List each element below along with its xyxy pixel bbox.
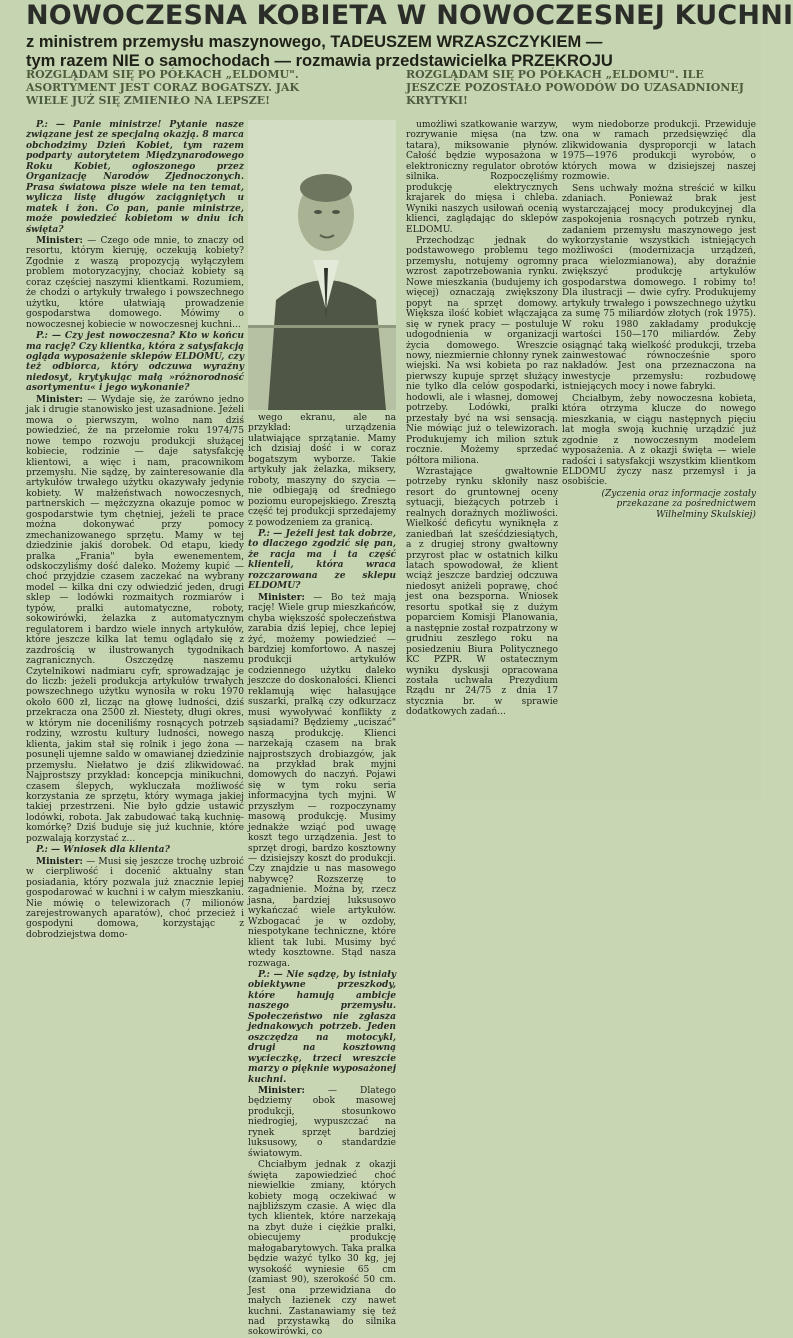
paragraph: Wzrastające gwałtownie potrzeby rynku skłoniły nasz resort do gruntownej oceny sytuacji, bieżących potrzeb i realnych doraźnych możliwości. Wielkość deficytu wyniknęła z zaniedbań lat sześćdziesiątych, a z drugiej strony gwałtowny przyrost płac w ostatnich kilku latach spowodował, że klient wciąż jeszcze bardziej odczuwa niedosyt aniżeli poprawę, choć jest ona bezsporna. Wniosek resortu spotkał się z dużym poparciem Komisji Planowania, a następnie został rozpatrzony w grudniu zeszłego roku na posiedzeniu Biura Politycznego KC PZPR. W ostatecznym wyniku dyskusji opracowana została uchwała Prezydium Rządu nr 24/75 z dnia 17 stycznia br. w sprawie dodatkowych zadań... <box>406 466 558 718</box>
portrait-illustration <box>248 120 396 410</box>
lead-left: ROZGLĄDAM SIĘ PO PÓŁKACH „ELDOMU". ASORTYMENT JEST CORAZ BOGATSZY. JAK WIELE JUŻ SIĘ ZMIENIŁO NA LEPSZE! <box>26 68 300 107</box>
paragraph: Sens uchwały można streścić w kilku zdaniach. Ponieważ brak jest wystarczającej mocy produkcyjnej dla zaspokojenia rosnących potrzeb rynku, zadaniem przemysłu maszynowego jest wykorzystanie wszystkich istniejących możliwości (modernizacja urządzeń, praca wielozmianowa), aby doraźnie zwiększyć produkcję artykułów gospodarstwa domowego. I robimy to! Dla ilustracji — dwie cyfry. Produkujemy artykuły trwałego i powszechnego użytku za sumę 75 miliardów złotych (rok 1975). W roku 1980 zakładamy produkcję wartości 150—170 miliardów. Żeby osiągnąć taką wielkość produkcji, trzeba zainwestować równocześnie sporo nakładów. Jest ona przeznaczona na inwestycje przemysłu: rozbudowę istniejących mocy i nowe fabryki. <box>562 183 756 393</box>
speaker-text: — Musi się jeszcze trochę uzbroić w cierpliwość i docenić aktualny stan posiadania, który pozwala już znacznie lepiej gospodarować w kuchni i w całym mieszkaniu. Nie mówię o telewizorach (7 milionów zarejestrowanych aparatów), choć przecież i gospodyni domowa, korzystając z dobrodziejstwa domo- <box>26 856 244 940</box>
paragraph: Przechodząc jednak do podstawowego problemu tego przemysłu, notujemy ogromny wzrost zapotrzebowania rynku. Nowe mieszkania (budujemy ich więcej) oznaczają zwiększony popyt na sprzęt domowy. Większa ilość kobiet włączająca się w rynek pracy — postuluje udogodnienia w organizacji życia domowego. Wreszcie nowy, niezmiernie chłonny rynek wiejski. Na wsi kobieta po raz pierwszy kupuje sprzęt służący nie tylko dla celów gospodarki, hodowli, ale i własnej, domowej potrzeby. Lodówki, pralki przestały być na wsi sensacją. Nie mówiąc już o telewizorach. Produkujemy ich milion sztuk rocznie. Możemy sprzedać półtora miliona. <box>406 235 558 466</box>
paragraph <box>26 236 244 330</box>
speaker-text: — Czego ode mnie, to znaczy od resortu, którym kieruję, oczekują kobiety? Zgodnie z waszą propozycją wyłączyłem problem motoryzacyjny, chociaż kobiety są coraz częściej naszymi klientkami. Rozumiem, że chodzi o artykuły trwałego i powszechnego użytku, które ułatwiają prowadzenie gospodarstwa domowego. Mówimy o nowoczesnej kobiecie w nowoczesnej kuchni... <box>26 235 244 330</box>
paragraph: P.: — Czy jest nowoczesna? Kto w końcu ma rację? Czy klientka, która z satysfakcją ogląda wyposażenie sklepów ELDOMU, czy też odbiorca, który odczuwa wyraźny niedosyt, krytykując małą »różnorodność asortymentu« i jego wykonanie? <box>26 330 244 394</box>
paragraph: Chciałbym jednak z okazji święta zapowiedzieć choć niewielkie zmiany, których kobiety mogą oczekiwać w najbliższym czasie. A więc dla tych klientek, które narzekają na zbyt duże i ciężkie pralki, obiecujemy produkcję małogabarytowych. Taka pralka będzie ważyć tylko 30 kg, jej wysokość wyniesie 65 cm (zamiast 90), szerokość 50 cm. Jest ona przewidziana do małych łazienek czy nawet kuchni. Zastanawiamy się też nad przystawką do silnika sokowirówki, co <box>248 1160 396 1338</box>
paragraph: wym niedoborze produkcji. Przewiduje ona w ramach przedsięwzięć dla zlikwidowania dysproporcji w latach 1975—1976 produkcji wyrobów, o których mowa w dzisiejszej naszej rozmowie. <box>562 120 756 183</box>
paragraph: (Zyczenia oraz informacje zostały przekazane za pośrednictwem Wilhelminy Skulskiej) <box>601 488 756 520</box>
paragraph: wego ekranu, ale na przykład: urządzenia ułatwiające sprzątanie. Mamy ich dzisiaj dość i w coraz bogatszym wyborze. Takie artykuły jak żelazka, miksery, roboty, maszyny do szycia — nie odbiegają od średniego poziomu europejskiego. Zresztą część tej produkcji sprzedajemy z powodzeniem za granicą. <box>248 413 396 528</box>
paragraph <box>26 857 244 941</box>
paragraph <box>248 1086 396 1159</box>
speaker-text: — Wydaje się, że zarówno jedno jak i drugie stanowisko jest uzasadnione. Jeżeli mowa o pierwszym, wolno nam dziś powiedzieć, że na przełomie roku 1974/75 nowe tempo rozwoju produkcji służącej kobiecie, rodzinie — daje satysfakcję klientowi, a więc i nam, pracownikom przemysłu. Nie sądzę, by zainteresowanie dla artykułów trwałego użytku okazywały jedynie kobiety. W małżeństwach nowoczesnych, partnerskich — mężczyzna okazuje pomoc w gospodarstwie tym chętniej, jeżeli te prace można dokonywać przy pomocy zmechanizowanego sprzętu. Mamy w tej dziedzinie jakiś dorobek. Od etapu, kiedy pralka „Frania" była ewenementem, odskoczyliśmy dość daleko. Możemy kupić — choć przyjdzie czasem zaczekać na wybrany model — kilka dni czy odwiedzić jeden, drugi sklep — lodówki rozmaitych rozmiarów i typów, pralki automatyczne, roboty, sokowirówki, żelazka z automatycznym regulatorem i bardzo wiele innych artykułów, które jeszcze kilka lat temu oglądało się z zazdrością w ilustrowanych tygodnikach zagranicznych. Oszczędzę naszemu Czytelnikowi nadmiaru cyfr, sprowadzając je do liczb: jeżeli produkcja artykułów trwałych powszechnego użytku wynosiła w roku 1970 około 600 zł, licząc na głowę ludności, dziś przekracza ona 2500 zł. Niestety, długi okres, w którym nie doceniliśmy rosnących potrzeb rodziny, wzrostu kultury ludności, nowego klienta, jakim stał się rolnik i jego żona — posunęli ujemne saldo w omawianej dziedzinie przemysłu. Niełatwo je dziś zlikwidować. Najprostszy przykład: koncepcja minikuchni, czasem ślepych, wykluczała możliwość korzystania ze sprzętu, który wymaga jakiej takiej przestrzeni. Nie było gdzie ustawić lodówki, robota. Jak zabudować taką kuchnię-komórkę? Dziś buduje się już kuchnie, które pozwalają korzystać z... <box>26 394 244 844</box>
paragraph: P.: — Wniosek dla klienta? <box>36 844 170 856</box>
text-column-3 <box>406 120 558 796</box>
paragraph <box>248 593 396 969</box>
paragraph: umożliwi szatkowanie warzyw, rozrywanie mięsa (na tzw. tatara), miksowanie płynów. Całość będzie wyposażona w elektroniczny regulator obrotów silnika. Rozpoczęliśmy produkcję elektrycznych krajarek do mięsa i chleba. Wyniki naszych usiłowań ocenią klienci, zaglądając do sklepów ELDOMU. <box>406 120 558 235</box>
lead-right: ROZGLĄDAM SIĘ PO PÓŁKACH „ELDOMU". ILE JESZCZE POZOSTAŁO POWODÓW DO UZASADNIONEJ KRYTYKI! <box>406 68 744 107</box>
speaker-label: Minister: <box>258 591 305 603</box>
speaker-label: Minister: <box>36 855 83 867</box>
speaker-label: Minister: <box>258 1085 305 1096</box>
paragraph: P.: — Panie ministrze! Pytanie nasze związane jest ze specjalną okazją. 8 marca obchodzimy Dzień Kobiet, tym razem podparty autorytetem Międzynarodowego Roku Kobiet, ogłoszonego przez Organizację Narodów Zjednoczonych. Prasa światowa pisze wiele na ten temat, wylicza listę długów zaciągniętych u matek i żon. Co pan, panie ministrze, może powiedzieć kobietom w dniu ich święta? <box>26 119 244 235</box>
speaker-label: Minister: <box>36 393 83 405</box>
speaker-label: Minister: <box>36 234 83 246</box>
paragraph: P.: — Nie sądzę, by istniały obiektywne przeszkody, które hamują ambicje naszego przemysłu. Społeczeństwo nie zgłasza jednakowych potrzeb. Jeden oszczędza na motocykl, drugi na kosztowną wycieczkę, trzeci wreszcie marzy o pięknie wyposażonej kuchni. <box>248 969 396 1085</box>
headline: NOWOCZESNA KOBIETA W NOWOCZESNEJ KUCHNI <box>26 0 793 31</box>
paragraph: Chciałbym, żeby nowoczesna kobieta, która otrzyma klucze do nowego mieszkania, w ciągu następnych pięciu lat mogła swoją kuchnię urządzić już zgodnie z nowoczesnym modelem wyposażenia. A z okazji święta — wiele radości i satysfakcji wszystkim klientkom ELDOMU życzy nasz przemysł i ja osobiście. <box>562 393 756 488</box>
text-column-1 <box>26 119 244 940</box>
minister-photo <box>248 120 396 410</box>
paragraph <box>26 395 244 844</box>
subtitle-line-1: z ministrem przemysłu maszynowego, TADEUSZEM WRZASZCZYKIEM — <box>26 33 603 51</box>
subtitle-line-2: tym razem NIE o samochodach — rozmawia przedstawicielka PRZEKROJU <box>26 52 613 70</box>
speaker-text: — Dlatego będziemy obok masowej produkcji, stosunkowo niedrogiej, wypuszczać na rynek sprzęt bardziej luksusowy, o standardzie światowym. <box>248 1086 396 1159</box>
text-column-4 <box>562 120 756 796</box>
paragraph: P.: — Jeżeli jest tak dobrze, to dlaczego zgodzić się pan, że racja ma i ta część klienteli, która wraca rozczarowana ze sklepu ELDOMU? <box>248 527 396 592</box>
speaker-text: — Bo też mają rację! Wiele grup mieszkańców, chyba większość społeczeństwa zarabia dziś lepiej, chce lepiej żyć, możemy powiedzieć — bardziej komfortowo. A naszej produkcji artykułów codziennego użytku daleko jeszcze do doskonałości. Klienci reklamują więc hałasujące suszarki, pralką czy odkurzacz musi wywoływać konflikty z sąsiadami? Będziemy „uciszać" naszą produkcję. Klienci narzekają czasem na brak najprostszych drobiazgów, jak na przykład brak myjni domowych do naczyń. Pojawi się w tym roku seria informacyjna tych myjni. W przyszłym — rozpoczynamy masową produkcję. Musimy jednakże wziąć pod uwagę koszt tego urządzenia. Jest to sprzęt drogi, bardzo kosztowny — dzisiejszy koszt do produkcji. Czy znajdzie u nas masowego nabywcę? Rozszerzę to zagadnienie. Można by, rzecz jasna, bardziej luksusowo wykańczać wiele artykułów. Wzbogacać je w ozdoby, niespotykane techniczne, które klient tak lubi. Musimy być wtedy kosztowne. Stąd nasza rozwaga. <box>248 592 396 969</box>
text-column-2 <box>248 413 396 1338</box>
